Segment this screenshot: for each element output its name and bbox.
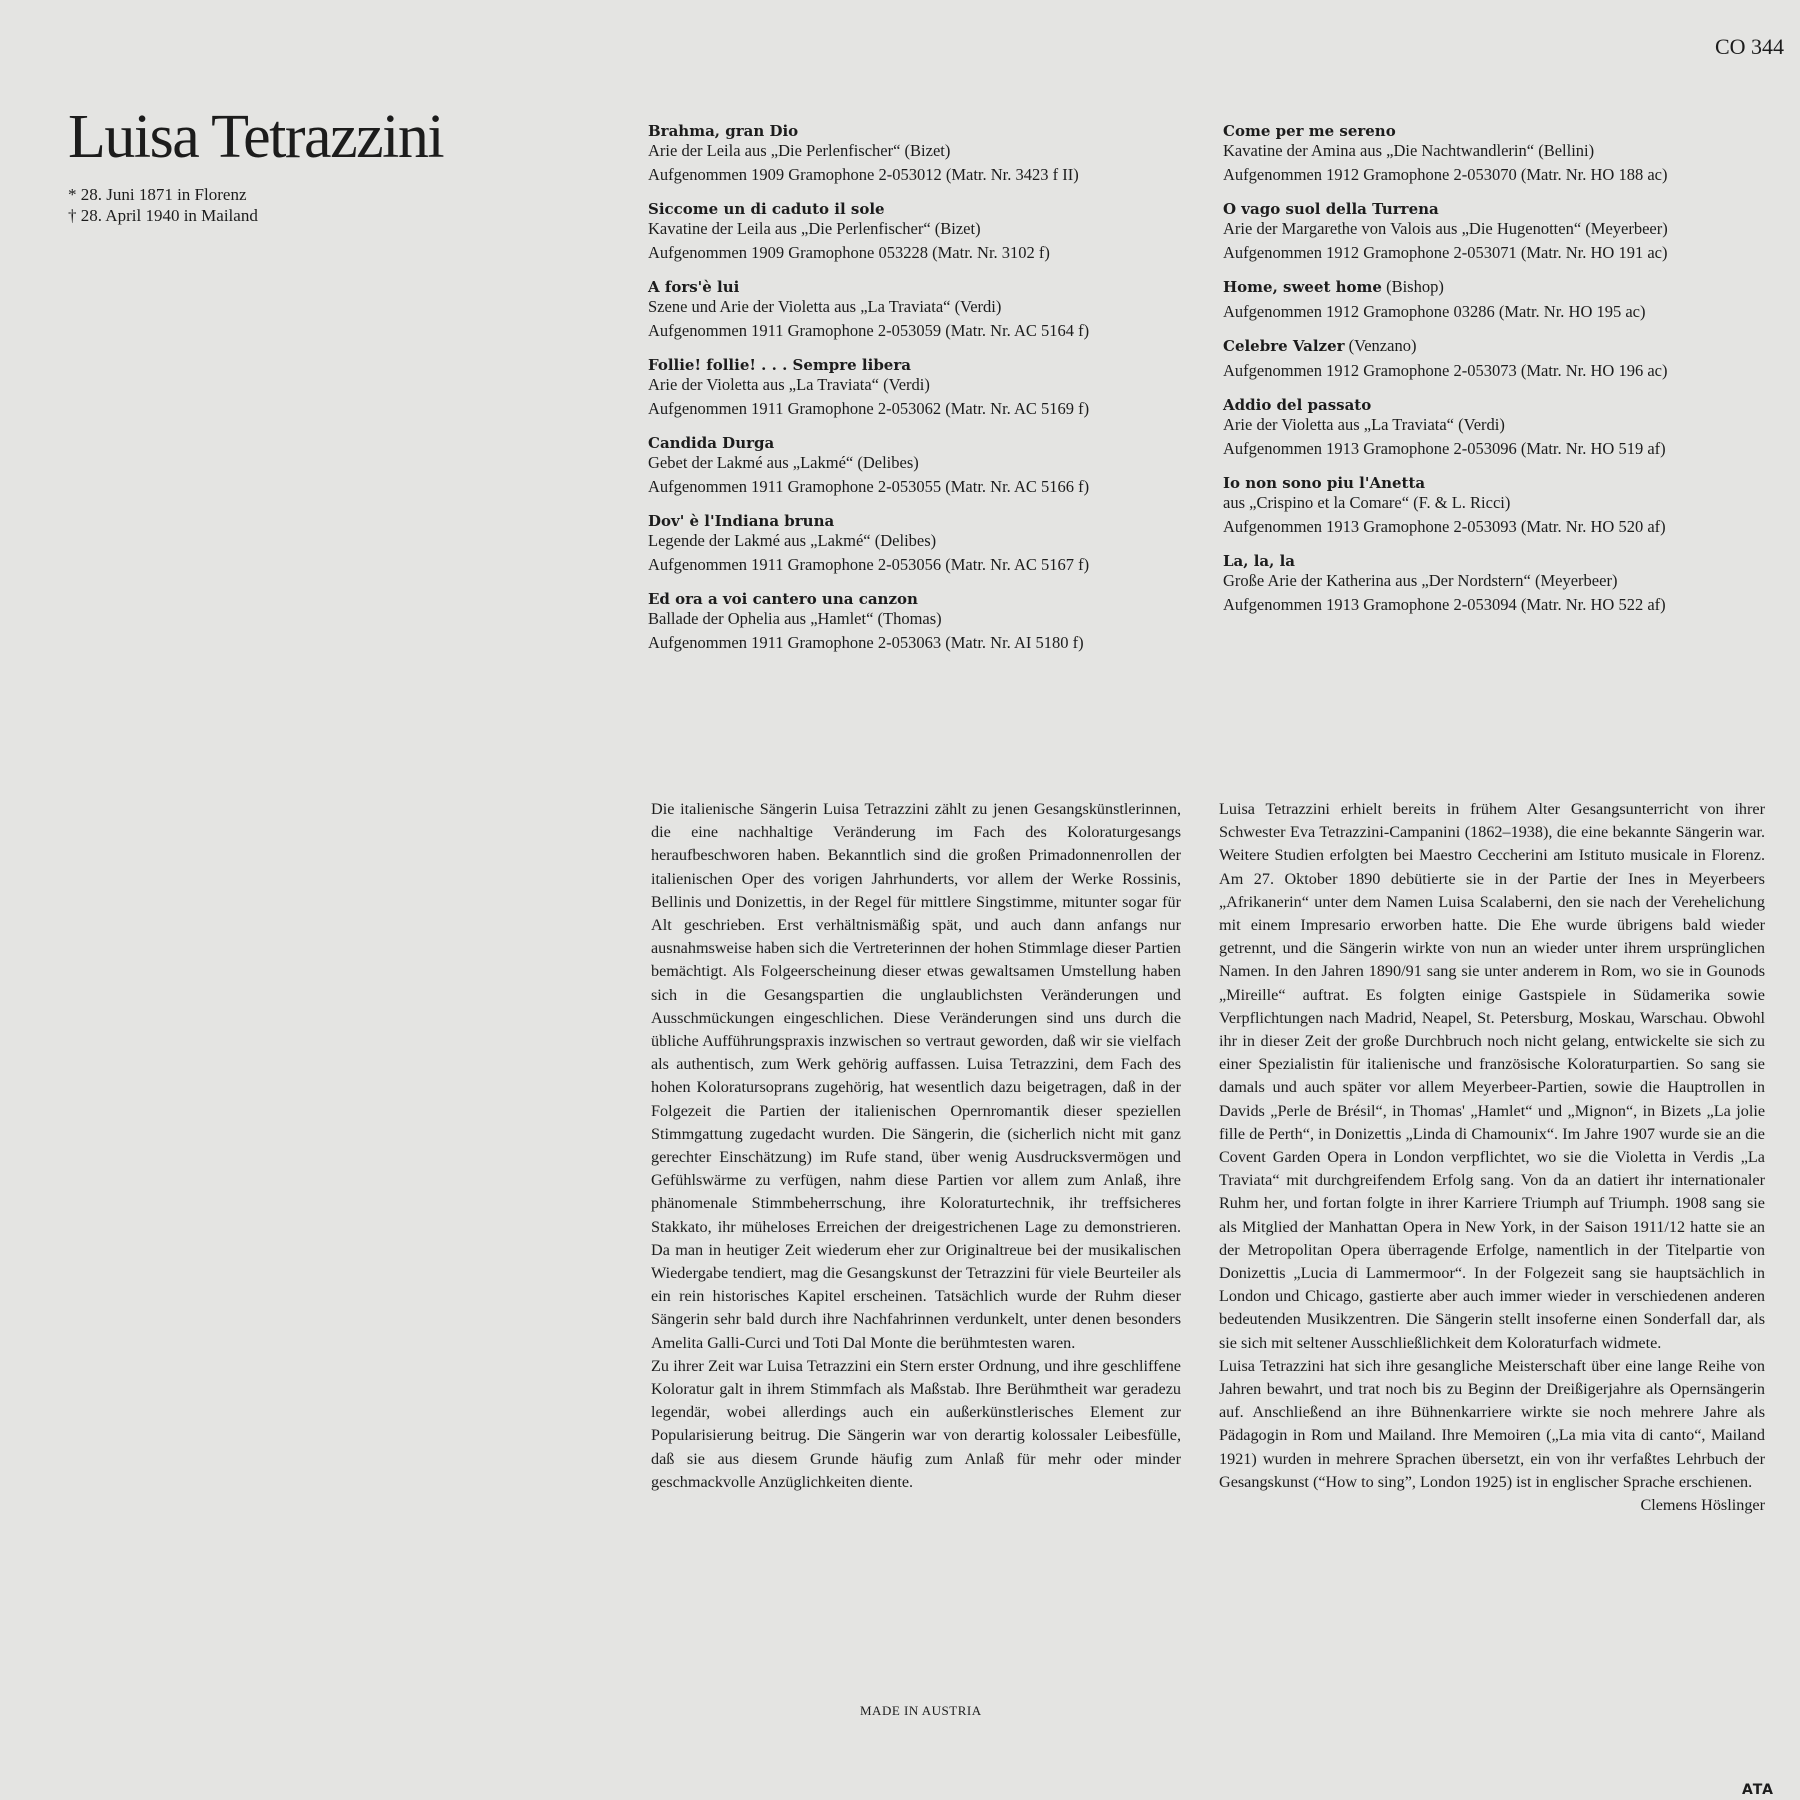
track-description: Legende der Lakmé aus „Lakmé“ (Delibes): [648, 531, 937, 550]
track-description: Arie der Violetta aus „La Traviata“ (Verdi): [1223, 415, 1505, 434]
track-recording: Aufgenommen 1909 Gramophone 2-053012 (Matr. Nr. 3423 f II): [648, 165, 1079, 184]
birth-date: * 28. Juni 1871 in Florenz: [68, 185, 247, 204]
track: [648, 121, 1188, 184]
track: [1223, 199, 1763, 262]
essay-column-right: [1219, 798, 1765, 1517]
track: [648, 511, 1188, 574]
track-recording: Aufgenommen 1912 Gramophone 03286 (Matr. Nr. HO 195 ac): [1223, 302, 1646, 321]
track: [1223, 277, 1763, 321]
track-recording: Aufgenommen 1912 Gramophone 2-053070 (Matr. Nr. HO 188 ac): [1223, 165, 1668, 184]
track-title: Brahma, gran Dio: [648, 122, 799, 140]
track-description: Arie der Leila aus „Die Perlenfischer“ (Bizet): [648, 141, 951, 160]
track-title: A fors'è lui: [648, 278, 740, 296]
track-title: Home, sweet home: [1223, 278, 1382, 296]
essay-paragraph: Zu ihrer Zeit war Luisa Tetrazzini ein Stern erster Ordnung, und ihre geschliffene Koloratur galt in ihrem Stimmfach als Maßstab. Ihre Berühmtheit war geradezu legendär, wobei allerdings auch ein außerkünstlerisches Element zur Popularisierung beitrug. Die Sängerin war von derartig kolossaler Leibesfülle, daß sie aus diesem Grunde häufig zum Anlaß für mehr oder minder geschmackvolle Anzüglichkeiten diente.: [651, 1356, 1181, 1491]
track-recording: Aufgenommen 1911 Gramophone 2-053055 (Matr. Nr. AC 5166 f): [648, 477, 1090, 496]
track-recording: Aufgenommen 1912 Gramophone 2-053071 (Matr. Nr. HO 191 ac): [1223, 243, 1668, 262]
track-recording: Aufgenommen 1913 Gramophone 2-053096 (Matr. Nr. HO 519 af): [1223, 439, 1666, 458]
track-recording: Aufgenommen 1911 Gramophone 2-053056 (Matr. Nr. AC 5167 f): [648, 555, 1090, 574]
track-description: Kavatine der Leila aus „Die Perlenfischer“ (Bizet): [648, 219, 981, 238]
artist-name: Luisa Tetrazzini: [68, 103, 444, 171]
track: [1223, 473, 1763, 536]
tracklist-left: [648, 121, 1188, 667]
track-description: Szene und Arie der Violetta aus „La Traviata“ (Verdi): [648, 297, 1002, 316]
track: [648, 199, 1188, 262]
track-description: Gebet der Lakmé aus „Lakmé“ (Delibes): [648, 453, 919, 472]
track-title: La, la, la: [1223, 552, 1295, 570]
track-title: Come per me sereno: [1223, 122, 1396, 140]
track-description: Große Arie der Katherina aus „Der Nordstern“ (Meyerbeer): [1223, 571, 1618, 590]
track-title: Dov' è l'Indiana bruna: [648, 512, 835, 530]
track-description: Arie der Violetta aus „La Traviata“ (Verdi): [648, 375, 930, 394]
track-title: Candida Durga: [648, 434, 775, 452]
artist-block: [68, 103, 444, 226]
track-description: Ballade der Ophelia aus „Hamlet“ (Thomas): [648, 609, 942, 628]
track-title: Siccome un di caduto il sole: [648, 200, 885, 218]
death-date: † 28. April 1940 in Mailand: [68, 206, 258, 225]
track-description: Kavatine der Amina aus „Die Nachtwandlerin“ (Bellini): [1223, 141, 1595, 160]
track: [648, 277, 1188, 340]
track-title: O vago suol della Turrena: [1223, 200, 1439, 218]
track: [648, 433, 1188, 496]
label-logo: ATA: [1741, 1782, 1774, 1798]
track-description: aus „Crispino et la Comare“ (F. & L. Ricci): [1223, 493, 1511, 512]
track: [1223, 395, 1763, 458]
essay-column-left: [651, 798, 1181, 1494]
essay-paragraph: Luisa Tetrazzini hat sich ihre gesangliche Meisterschaft über eine lange Reihe von Jahren bewahrt, und trat noch bis zu Beginn der Dreißigerjahre als Opernsängerin auf. Anschließend an ihre Bühnenkarriere wirkte sie noch mehrere Jahre als Pädagogin in Rom und Mailand. Ihre Memoiren („La mia vita di canto“, Mailand 1921) wurden in mehrere Sprachen übersetzt, ein von ihr verfaßtes Lehrbuch der Gesangskunst (“How to sing”, London 1925) ist in englischer Sprache erschienen.: [1219, 1356, 1765, 1491]
track-title: Follie! follie! . . . Sempre libera: [648, 356, 911, 374]
essay-paragraph: Die italienische Sängerin Luisa Tetrazzini zählt zu jenen Gesangskünstlerinnen, die eine nachhaltige Veränderung im Fach des Koloraturgesangs heraufbeschworen haben. Bekanntlich sind die großen Primadonnenrollen der italienischen Oper des vorigen Jahrhunderts, vor allem der Werke Rossinis, Bellinis und Donizettis, in der Regel für mittlere Singstimme, mitunter sogar für Alt geschrieben. Erst verhältnismäßig spät, und auch dann anfangs nur ausnahmsweise haben sich die Vertreterinnen der hohen Stimmlage dieser Partien bemächtigt. Als Folgeerscheinung dieser etwas gewaltsamen Umstellung haben sich in die Gesangspartien die unglaublichsten Veränderungen und Ausschmückungen eingeschlichen. Diese Veränderungen sind uns durch die übliche Aufführungspraxis inzwischen so vertraut geworden, daß wir sie vielfach als authentisch, zum Werk gehörig auffassen. Luisa Tetrazzini, dem Fach des hohen Koloratursoprans zugehörig, hat wesentlich dazu beigetragen, daß in der Folgezeit die Partien der italienischen Opernromantik dieser speziellen Stimmgattung zugedacht wurden. Die Sängerin, die (sicherlich nicht mit ganz gerechter Einschätzung) im Rufe stand, über wenig Ausdrucksvermögen und Gefühlswärme zu verfügen, nahm diese Partien vor allem zum Anlaß, ihre phänomenale Stimmbeherrschung, ihre Koloraturtechnik, ihr treffsicheres Stakkato, ihr müheloses Erreichen der dreigestrichenen Lage zu demonstrieren. Da man in heutiger Zeit wiederum eher zur Originaltreue bei der musikalischen Wiedergabe tendiert, mag die Gesangskunst der Tetrazzini für viele Beurteiler als ein rein historisches Kapitel erscheinen. Tatsächlich wurde der Ruhm dieser Sängerin sehr bald durch ihre Nachfahrinnen verdunkelt, unter denen besonders Amelita Galli-Curci und Toti Dal Monte die berühmtesten waren.: [651, 800, 1181, 1352]
track-recording: Aufgenommen 1909 Gramophone 053228 (Matr. Nr. 3102 f): [648, 243, 1050, 262]
tracklist-right: [1223, 121, 1763, 629]
track: [648, 355, 1188, 418]
track-title: Io non sono piu l'Anetta: [1223, 474, 1426, 492]
track-composer: (Bishop): [1381, 277, 1444, 296]
track: [1223, 551, 1763, 614]
track-recording: Aufgenommen 1911 Gramophone 2-053063 (Matr. Nr. AI 5180 f): [648, 633, 1084, 652]
track-recording: Aufgenommen 1911 Gramophone 2-053059 (Matr. Nr. AC 5164 f): [648, 321, 1090, 340]
track-recording: Aufgenommen 1911 Gramophone 2-053062 (Matr. Nr. AC 5169 f): [648, 399, 1090, 418]
track-title: Addio del passato: [1223, 396, 1372, 414]
track-recording: Aufgenommen 1913 Gramophone 2-053094 (Matr. Nr. HO 522 af): [1223, 595, 1666, 614]
track-title: Ed ora a voi cantero una canzon: [648, 590, 918, 608]
track: [1223, 336, 1763, 380]
track-recording: Aufgenommen 1912 Gramophone 2-053073 (Matr. Nr. HO 196 ac): [1223, 361, 1668, 380]
track: [1223, 121, 1763, 184]
track: [648, 589, 1188, 652]
made-in-label: MADE IN AUSTRIA: [860, 1703, 982, 1718]
essay-author: Clemens Höslinger: [1640, 1496, 1765, 1515]
essay-paragraph: Luisa Tetrazzini erhielt bereits in frühem Alter Gesangsunterricht von ihrer Schwester Eva Tetrazzini-Campanini (1862–1938), die eine bekannte Sängerin war. Weitere Studien erfolgten bei Maestro Ceccherini am Istituto musicale in Florenz. Am 27. Oktober 1890 debütierte sie in der Partie der Ines in Meyerbeers „Afrikanerin“ unter dem Namen Luisa Scalaberni, den sie nach der Verehelichung mit einem Impresario erworben hatte. Die Ehe wurde übrigens bald wieder getrennt, und die Sängerin wirkte von nun an wieder unter ihrem ursprünglichen Namen. In den Jahren 1890/91 sang sie unter anderem in Rom, wo sie in Gounods „Mireille“ auftrat. Es folgten einige Gastspiele in Südamerika sowie Verpflichtungen nach Madrid, Neapel, St. Petersburg, Moskau, Warschau. Obwohl ihr in dieser Zeit der große Durchbruch noch nicht gelang, entwickelte sie sich zu einer Spezialistin für italienische und französische Koloraturpartien. So sang sie damals und auch später vor allem Meyerbeer-Partien, sowie die Hauptrollen in Davids „Perle de Brésil“, in Thomas' „Hamlet“ und „Mignon“, in Bizets „La jolie fille de Perth“, in Donizettis „Linda di Chamounix“. Im Jahre 1907 wurde sie an die Covent Garden Opera in London verpflichtet, wo sie die Violetta in Verdis „La Traviata“ mit durchgreifendem Erfolg sang. Von da an datiert ihr internationaler Ruhm her, und fortan folgte in ihrer Karriere Triumph auf Triumph. 1908 sang sie als Mitglied der Manhattan Opera in New York, in der Saison 1911/12 hatte sie an der Metropolitan Opera überragende Erfolge, namentlich in der Titelpartie von Donizettis „Lucia di Lammermoor“. In der Folgezeit sang sie hauptsächlich in London und Chicago, gastierte aber auch immer wieder in verschiedenen anderen bedeutenden Musikzentren. Die Sängerin stellt insoferne einen Sonderfall dar, als sie sich mit seltener Ausschließlichkeit dem Koloraturfach widmete.: [1219, 800, 1765, 1352]
track-composer: (Venzano): [1344, 336, 1417, 355]
track-description: Arie der Margarethe von Valois aus „Die Hugenotten“ (Meyerbeer): [1223, 219, 1668, 238]
track-recording: Aufgenommen 1913 Gramophone 2-053093 (Matr. Nr. HO 520 af): [1223, 517, 1666, 536]
catalog-number: CO 344: [1714, 34, 1784, 59]
track-title: Celebre Valzer: [1223, 337, 1345, 355]
